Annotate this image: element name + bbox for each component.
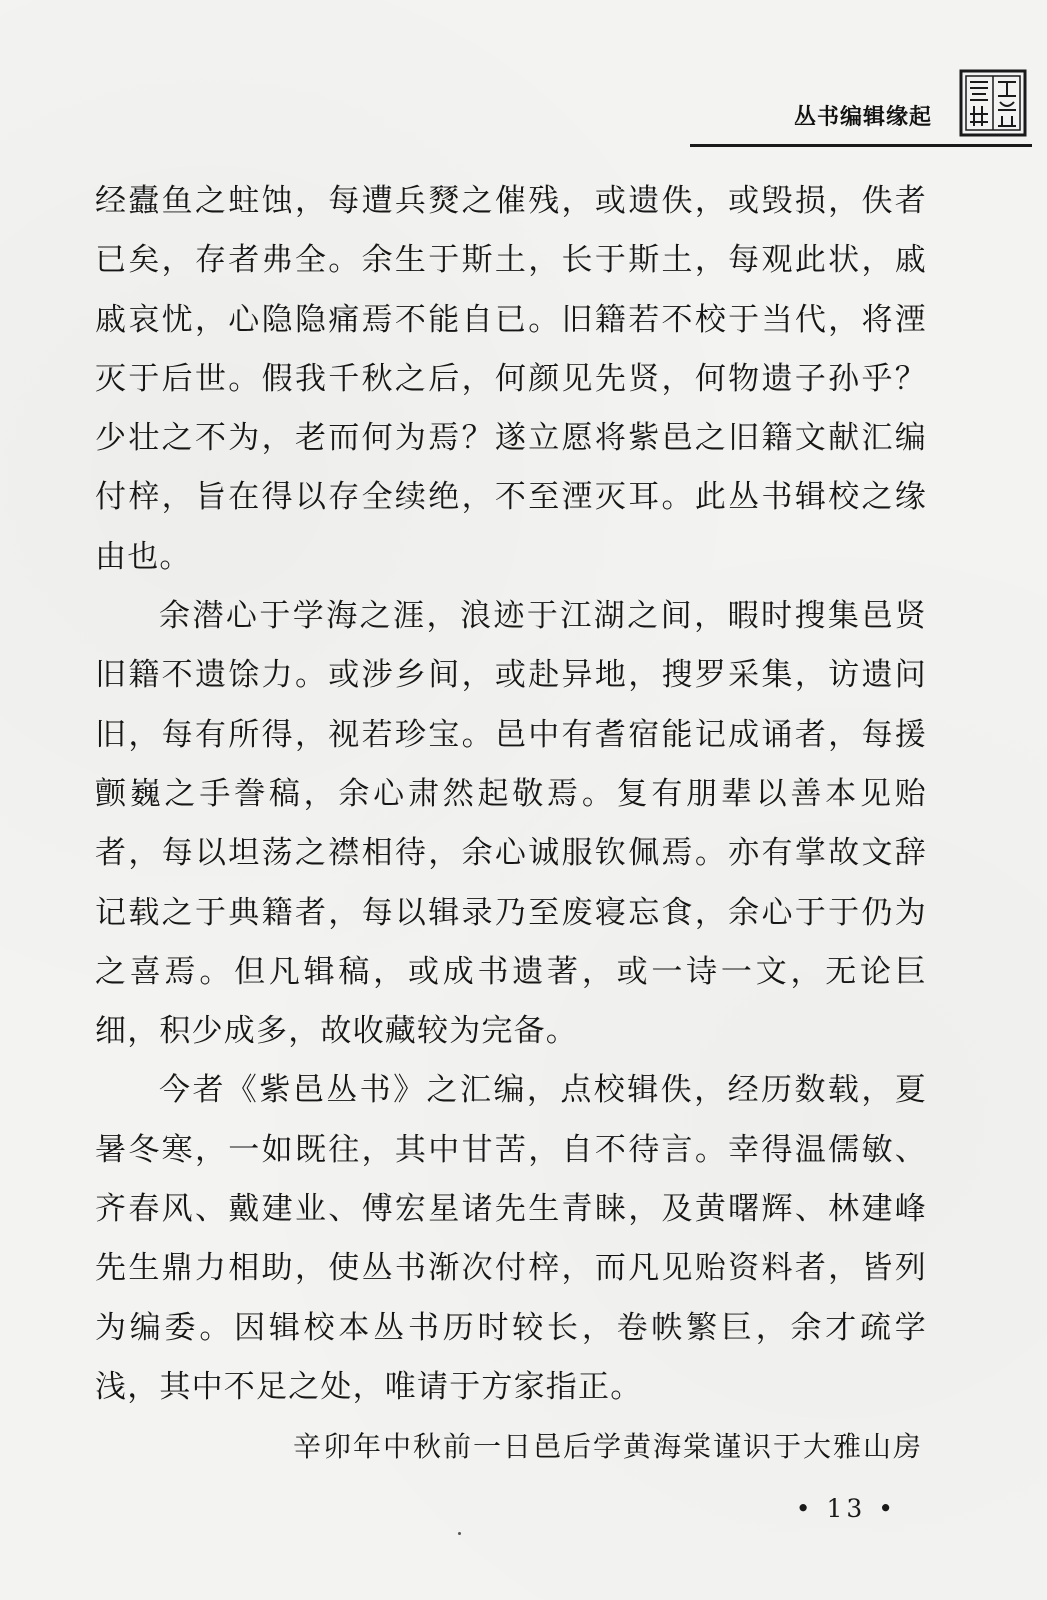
header-rule	[690, 144, 1032, 147]
paragraph-1: 经蠹鱼之蛀蚀，每遭兵燹之催残，或遗佚，或毁损，佚者已矣，存者弗全。余生于斯土，长于斯土，每观此状，戚戚哀忧，心隐隐痛焉不能自已。旧籍若不校于当代，将湮灭于后世。假我千秋之后，何颜见先贤，何物遗子孙乎？少壮之不为，老而何为焉？遂立愿将紫邑之旧籍文献汇编付梓，旨在得以存全续绝，不至湮灭耳。此丛书辑校之缘由也。	[95, 183, 927, 575]
running-header-title: 丛书编辑缘起	[793, 105, 932, 130]
body-text	[95, 172, 927, 1476]
scan-speck	[458, 1532, 461, 1535]
paragraph-3: 今者《紫邑丛书》之汇编，点校辑佚，经历数载，夏暑冬寒，一如既往，其中甘苦，自不待言。幸得温儒敏、齐春风、戴建业、傅宏星诸先生青睐，及黄曙辉、林建峰先生鼎力相助，使丛书渐次付梓，而凡见贻资料者，皆列为编委。因辑校本丛书历时较长，卷帙繁巨，余才疏学浅，其中不足之处，唯请于方家指正。	[95, 1072, 927, 1405]
paragraph-2: 余潜心于学海之涯，浪迹于江湖之间，暇时搜集邑贤旧籍不遗馀力。或涉乡间，或赴异地，搜罗采集，访遗问旧，每有所得，视若珍宝。邑中有耆宿能记成诵者，每援颤巍之手誊稿，余心肃然起敬焉。复有朋辈以善本见贻者，每以坦荡之襟相待，余心诚服钦佩焉。亦有掌故文辞记载之于典籍者，每以辑录乃至废寝忘食，余心于于仍为之喜焉。但凡辑稿，或成书遗著，或一诗一文，无论巨细，积少成多，故收藏较为完备。	[95, 598, 927, 1050]
signature-line: 辛卯年中秋前一日邑后学黄海棠谨识于大雅山房	[292, 1430, 923, 1464]
seal-script-stamp-icon	[958, 68, 1028, 138]
page-number: • 13 •	[795, 1494, 897, 1523]
